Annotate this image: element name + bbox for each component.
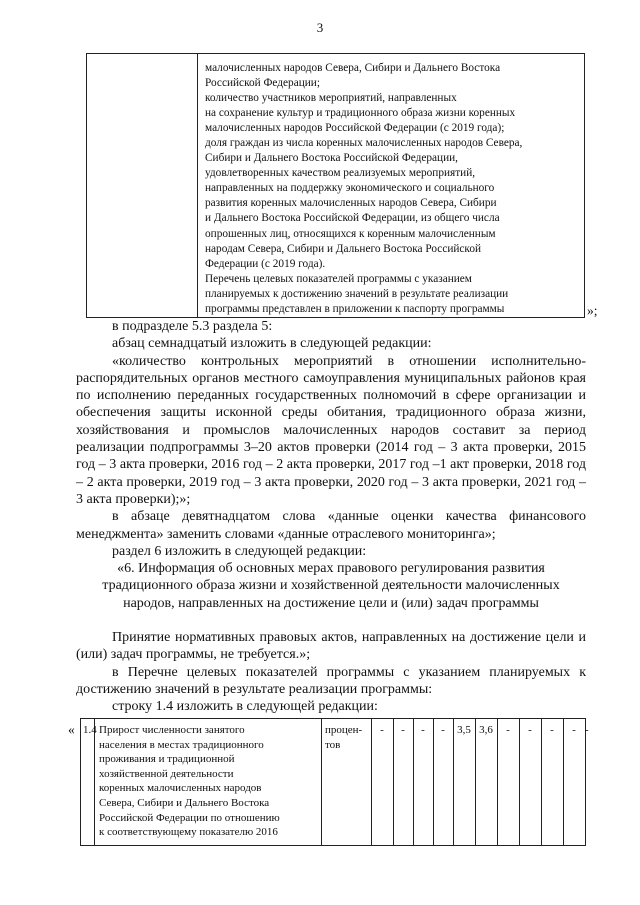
table-divider: [563, 719, 564, 845]
table-divider: [585, 719, 589, 845]
indicator-text-line: проживания и традиционной: [99, 753, 235, 766]
passport-text-line: Российской Федерации;: [205, 77, 320, 90]
indicator-value: -: [421, 724, 425, 736]
paragraph-no-acts: Принятие нормативных правовых актов, направленных на достижение цели и (или) задач программы, не требуется.»;: [76, 630, 586, 663]
paragraph-subsection: в подразделе 5.3 раздела 5:: [112, 319, 273, 334]
indicator-value: -: [572, 724, 576, 736]
passport-text-line: Федерации (с 2019 года).: [205, 257, 326, 270]
passport-table-cell-text: [205, 61, 575, 317]
indicator-text-line: Прирост численности занятого: [99, 724, 245, 736]
indicator-value: -: [401, 724, 405, 736]
passport-text-line: народам Севера, Сибири и Дальнего Востока Российской: [205, 242, 482, 255]
table-divider: [321, 719, 322, 845]
document-body: [76, 318, 586, 716]
indicator-value: -: [380, 724, 384, 736]
closing-quote: »;: [587, 303, 598, 318]
table-divider: [94, 719, 95, 845]
paragraph-indicators-list: в Перечне целевых показателей программы с указанием планируемых к достижению значений в результате реализации программы:: [76, 664, 586, 697]
indicator-text-line: к соответствующему показателю 2016: [99, 826, 278, 839]
indicator-value: -: [550, 724, 554, 736]
paragraph-control-measures: «количество контрольных мероприятий в отношении исполнительно-распорядительных органов местного самоуправления муниципальных районов края по исполнению переданных государственных полномочий в сфере организации и обеспечения защиты исконной среды обитания, традиционного образа жизни, хозяйствования и промыслов малочисленных народов составит за период реализации подпрограммы 3–20 актов проверки (2014 год – 3 акта проверки, 2015 год – 3 акта проверки, 2016 год – 2 акта проверки, 2017 год –1 акт проверки, 2018 год – 2 акта проверки, 2019 год – 3 акта проверки, 2020 год – 3 акта проверки, 2021 год – 3 акта проверки);»;: [76, 353, 586, 507]
indicator-value: -: [441, 724, 445, 736]
indicator-description: [99, 723, 319, 840]
section-heading-line-1: «6. Информация об основных мерах правового регулирования развития: [117, 561, 545, 577]
passport-text-line: малочисленных народов Российской Федерации (с 2019 года);: [205, 122, 505, 135]
indicator-value: 3,5: [457, 724, 471, 736]
table-divider: [519, 719, 520, 845]
passport-text-line: и Дальнего Востока Российской Федерации, из общего числа: [205, 212, 500, 225]
passport-text-line: количество участников мероприятий, направленных: [205, 92, 457, 105]
passport-text-line: планируемых к достижению значений в результате реализации: [205, 287, 509, 300]
unit-text-line: процен-: [325, 724, 363, 736]
paragraph-instruction-19: в абзаце девятнадцатом слова «данные оценки качества финансового менеджмента» заменить словами «данные отраслевого мониторинга»;: [76, 509, 586, 542]
paragraph-section-6: раздел 6 изложить в следующей редакции:: [112, 543, 367, 559]
section-heading-line-2: традиционного образа жизни и хозяйственной деятельности малочисленных: [102, 578, 560, 594]
table-divider: [497, 719, 498, 845]
indicator-value: -: [506, 724, 510, 736]
indicator-value: 3,6: [479, 724, 493, 736]
indicator-text-line: хозяйственной деятельности: [99, 767, 234, 780]
table-divider: [475, 719, 476, 845]
passport-text-line: доля граждан из числа коренных малочисленных народов Севера,: [205, 137, 523, 150]
passport-text-line: опрошенных лиц, относящихся к коренным малочисленным: [205, 227, 496, 240]
table-divider: [453, 719, 454, 845]
opening-quote: «: [68, 722, 75, 737]
passport-text-line: Перечень целевых показателей программы с указанием: [205, 272, 472, 285]
passport-text-line: направленных на поддержку экономического и социального: [205, 182, 495, 195]
indicator-text-line: Севера, Сибири и Дальнего Востока: [99, 796, 270, 809]
indicator-text-line: населения в местах традиционного: [99, 738, 264, 751]
paragraph-instruction-17: абзац семнадцатый изложить в следующей редакции:: [112, 336, 432, 352]
table-divider: [197, 54, 198, 317]
unit-of-measure: [325, 723, 369, 752]
table-divider: [433, 719, 434, 845]
page-number: 3: [316, 20, 324, 35]
passport-text-line: Сибири и Дальнего Востока Российской Федерации,: [205, 152, 458, 165]
indicator-value: -: [585, 724, 589, 736]
table-divider: [371, 719, 372, 845]
indicator-value: -: [528, 724, 532, 736]
table-divider: [541, 719, 542, 845]
passport-text-line: удовлетворенных качеством реализуемых мероприятий,: [205, 167, 476, 180]
table-divider: [393, 719, 394, 845]
passport-text-line: развития коренных малочисленных народов Севера, Сибири: [205, 197, 497, 210]
table-divider: [413, 719, 414, 845]
passport-table-continuation: [86, 53, 585, 318]
passport-text-line: на сохранение культур и традиционного образа жизни коренных: [205, 107, 516, 120]
section-heading-line-3: народов, направленных на достижение цели и (или) задач программы: [123, 595, 539, 611]
passport-text-line: малочисленных народов Севера, Сибири и Дальнего Востока: [205, 62, 501, 74]
row-number: 1.4: [83, 724, 97, 736]
indicator-text-line: коренных малочисленных народов: [99, 782, 262, 795]
unit-text-line: тов: [325, 738, 341, 751]
indicator-text-line: Российской Федерации по отношению: [99, 811, 280, 824]
passport-text-line: программы представлен в приложении к паспорту программы: [205, 302, 505, 315]
paragraph-row-1-4: строку 1.4 изложить в следующей редакции:: [112, 699, 378, 715]
indicators-table-row: [80, 718, 589, 846]
